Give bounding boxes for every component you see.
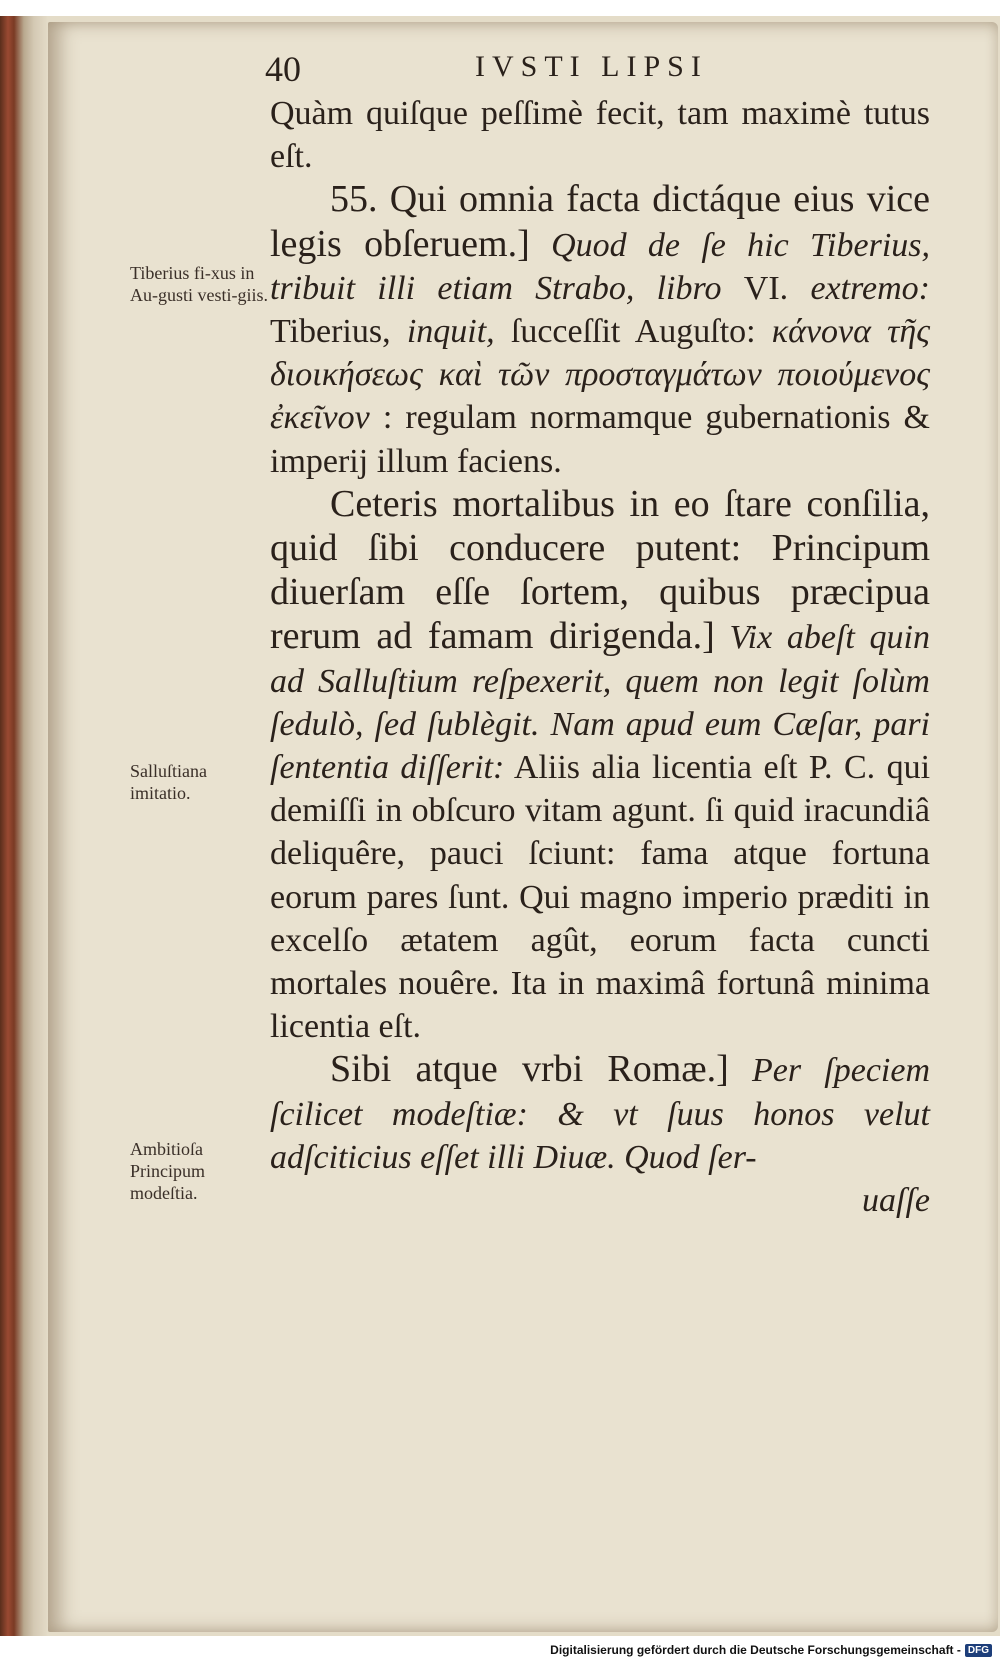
paragraph-2	[270, 178, 930, 482]
quotation: Tiberius,	[270, 313, 391, 351]
book-number: VI.	[743, 269, 789, 307]
quotation: Aliis alia licentia eſt P. C. qui demiſſi in obſcuro vitam agunt. ſi quid iracundiâ deliquêre, pauci ſciunt: fama atque fortuna eorum pares ſunt. Qui magno imperio præditi in excelſo ætatem agût, eorum facta cuncti mortales nouêre. Ita in maximâ fortunâ minima licentia eſt.	[270, 749, 931, 1046]
marginal-note-sallustiana: Salluſtiana imitatio.	[130, 761, 207, 803]
catchword: uaſſe	[862, 1182, 930, 1220]
commentary: extremo:	[810, 269, 931, 307]
marginal-note-ambitiosa: Ambitioſa Principum modeſtia.	[130, 1139, 205, 1203]
lemma-ceteris: Ceteris mortalibus in eo ſtare conſilia, quid ſibi conducere putent: Principum diuerſam eſſe ſortem, quibus præcipua rerum ad famam dirigenda.]	[270, 482, 930, 658]
lemma-sibi: Sibi atque vrbi Romæ.]	[330, 1048, 729, 1091]
quotation: ſucceſſit Auguſto:	[510, 313, 756, 351]
page-header	[265, 48, 945, 98]
commentary: Quod de ſe hic Tiberius, tribuit illi etiam Strabo, libro	[270, 226, 931, 307]
credit-text: Digitalisierung gefördert durch die Deutsche Forschungsgemeinschaft -	[550, 1643, 961, 1657]
running-title: IVSTI LIPSI	[475, 50, 708, 83]
lemma-55: 55. Qui omnia facta dictáque eius vice legis obſeruem.]	[270, 178, 930, 265]
paragraph-4	[270, 1048, 930, 1179]
commentary: Per ſpeciem ſcilicet modeſtiæ: & vt ſuus honos velut adſciticius eſſet illi Diuæ. Quod ſer-	[270, 1052, 931, 1176]
dfg-logo-icon: DFG	[965, 1644, 992, 1657]
page-number: 40	[265, 49, 301, 89]
marginal-note-tiberius: Tiberius fi-xus in Au-gusti vesti-giis.	[130, 263, 268, 305]
digitization-credit	[550, 1643, 992, 1657]
commentary: Vix abeſt quin ad Salluſtium reſpexerit, quem non legit ſolùm ſedulò, ſed ſublègit. Nam apud eum Cæſar, pari ſententia diſſerit:	[270, 619, 930, 787]
latin-translation: : regulam normamque gubernationis & imperij illum faciens.	[270, 399, 931, 480]
paragraph-1: Quàm quiſque peſſimè fecit, tam maximè tutus eſt.	[270, 95, 930, 176]
paragraph-3	[270, 483, 930, 1049]
commentary: inquit,	[406, 313, 495, 351]
main-text	[270, 92, 930, 1222]
greek-quotation: κάνονα τῆς διοικήσεως καὶ τῶν προσταγμάτων ποιούμενος ἐκεῖνον	[270, 313, 931, 437]
